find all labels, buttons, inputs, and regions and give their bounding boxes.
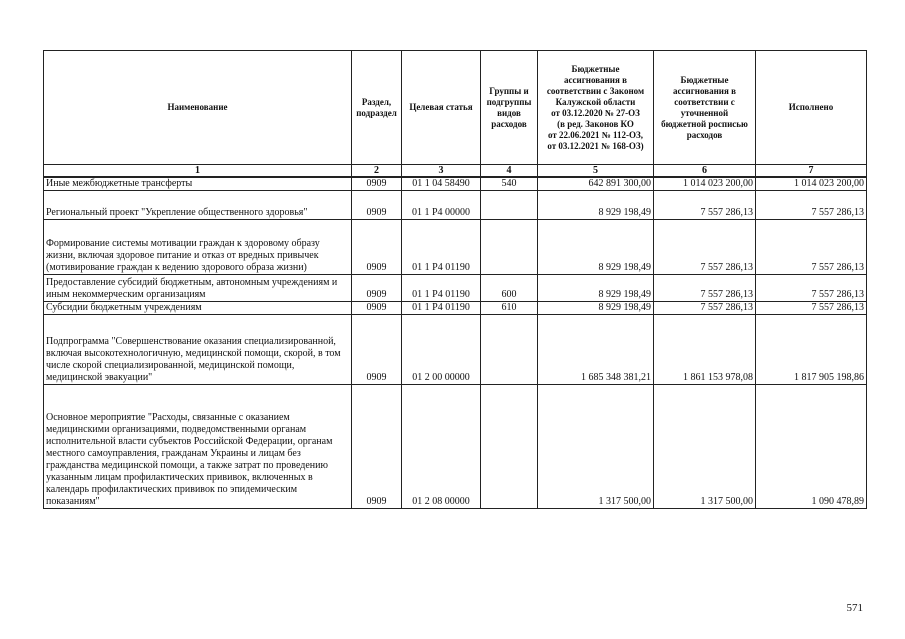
row-budget-law: 8 929 198,49	[538, 302, 654, 315]
row-group: 600	[481, 275, 538, 302]
row-budget-refined: 7 557 286,13	[654, 275, 756, 302]
row-budget-law: 642 891 300,00	[538, 177, 654, 191]
header-name: Наименование	[44, 51, 352, 165]
row-section: 0909	[352, 220, 402, 275]
row-group	[481, 385, 538, 509]
header-expense-group: Группы и подгруппы видов расходов	[481, 51, 538, 165]
header-budget-refined: Бюджетные ассигнования в соответствии с уточненной бюджетной росписью расходов	[654, 51, 756, 165]
row-target: 01 1 P4 01190	[402, 275, 481, 302]
row-group	[481, 315, 538, 385]
row-section: 0909	[352, 275, 402, 302]
row-group: 610	[481, 302, 538, 315]
column-number: 4	[481, 165, 538, 178]
table-row	[44, 220, 867, 275]
column-number: 7	[756, 165, 867, 178]
header-target-article: Целевая статья	[402, 51, 481, 165]
row-section: 0909	[352, 302, 402, 315]
row-budget-law: 1 317 500,00	[538, 385, 654, 509]
row-name: Предоставление субсидий бюджетным, автономным учреждениям и иным некоммерческим организациям	[44, 275, 352, 302]
row-executed: 7 557 286,13	[756, 220, 867, 275]
row-section: 0909	[352, 191, 402, 220]
row-executed: 7 557 286,13	[756, 302, 867, 315]
column-number: 3	[402, 165, 481, 178]
row-budget-refined: 1 317 500,00	[654, 385, 756, 509]
row-section: 0909	[352, 315, 402, 385]
row-name: Иные межбюджетные трансферты	[44, 177, 352, 191]
column-number: 6	[654, 165, 756, 178]
row-budget-law: 8 929 198,49	[538, 220, 654, 275]
row-target: 01 2 00 00000	[402, 315, 481, 385]
row-group	[481, 220, 538, 275]
table-row	[44, 191, 867, 220]
column-number-row	[44, 165, 867, 178]
row-budget-law: 1 685 348 381,21	[538, 315, 654, 385]
row-executed: 1 817 905 198,86	[756, 315, 867, 385]
row-budget-refined: 7 557 286,13	[654, 220, 756, 275]
row-name: Субсидии бюджетным учреждениям	[44, 302, 352, 315]
row-target: 01 1 P4 01190	[402, 302, 481, 315]
row-executed: 1 014 023 200,00	[756, 177, 867, 191]
row-target: 01 1 P4 00000	[402, 191, 481, 220]
row-target: 01 1 P4 01190	[402, 220, 481, 275]
table-row	[44, 385, 867, 509]
row-budget-law: 8 929 198,49	[538, 275, 654, 302]
column-number: 1	[44, 165, 352, 178]
header-section: Раздел, подраздел	[352, 51, 402, 165]
table-row	[44, 315, 867, 385]
table-row	[44, 302, 867, 315]
row-section: 0909	[352, 177, 402, 191]
column-number: 5	[538, 165, 654, 178]
table-header-row	[44, 51, 867, 165]
row-budget-refined: 7 557 286,13	[654, 191, 756, 220]
page-number: 571	[846, 602, 863, 614]
row-budget-law: 8 929 198,49	[538, 191, 654, 220]
header-executed: Исполнено	[756, 51, 867, 165]
row-group: 540	[481, 177, 538, 191]
row-budget-refined: 1 014 023 200,00	[654, 177, 756, 191]
budget-table	[43, 50, 867, 509]
row-name: Формирование системы мотивации граждан к здоровому образу жизни, включая здоровое питание и отказ от вредных привычек (мотивирование граждан к ведению здорового образа жизни)	[44, 220, 352, 275]
row-target: 01 2 08 00000	[402, 385, 481, 509]
header-budget-law: Бюджетные ассигнования в соответствии с Законом Калужской области от 03.12.2020 № 27-ОЗ (в ред. Законов КО от 22.06.2021 № 112-ОЗ, от 03.12.2021 № 168-ОЗ)	[538, 51, 654, 165]
row-budget-refined: 7 557 286,13	[654, 302, 756, 315]
row-name: Региональный проект "Укрепление общественного здоровья"	[44, 191, 352, 220]
table-row	[44, 275, 867, 302]
row-name: Подпрограмма "Совершенствование оказания специализированной, включая высокотехнологичную, медицинской помощи, скорой, в том числе скорой специализированной, медицинской помощи, медицинской эвакуации"	[44, 315, 352, 385]
column-number: 2	[352, 165, 402, 178]
row-executed: 7 557 286,13	[756, 275, 867, 302]
row-section: 0909	[352, 385, 402, 509]
row-executed: 1 090 478,89	[756, 385, 867, 509]
row-name: Основное мероприятие "Расходы, связанные с оказанием медицинскими организациями, подведомственными органам исполнительной власти субъектов Российской Федерации, органам местного самоуправления, гражданам Украины и лицам без гражданства медицинской помощи, а также затрат по проведению указанным лицам профилактических прививок, включенных в календарь профилактических прививок по эпидемическим показаниям"	[44, 385, 352, 509]
row-executed: 7 557 286,13	[756, 191, 867, 220]
row-budget-refined: 1 861 153 978,08	[654, 315, 756, 385]
row-target: 01 1 04 58490	[402, 177, 481, 191]
table-row	[44, 177, 867, 191]
row-group	[481, 191, 538, 220]
